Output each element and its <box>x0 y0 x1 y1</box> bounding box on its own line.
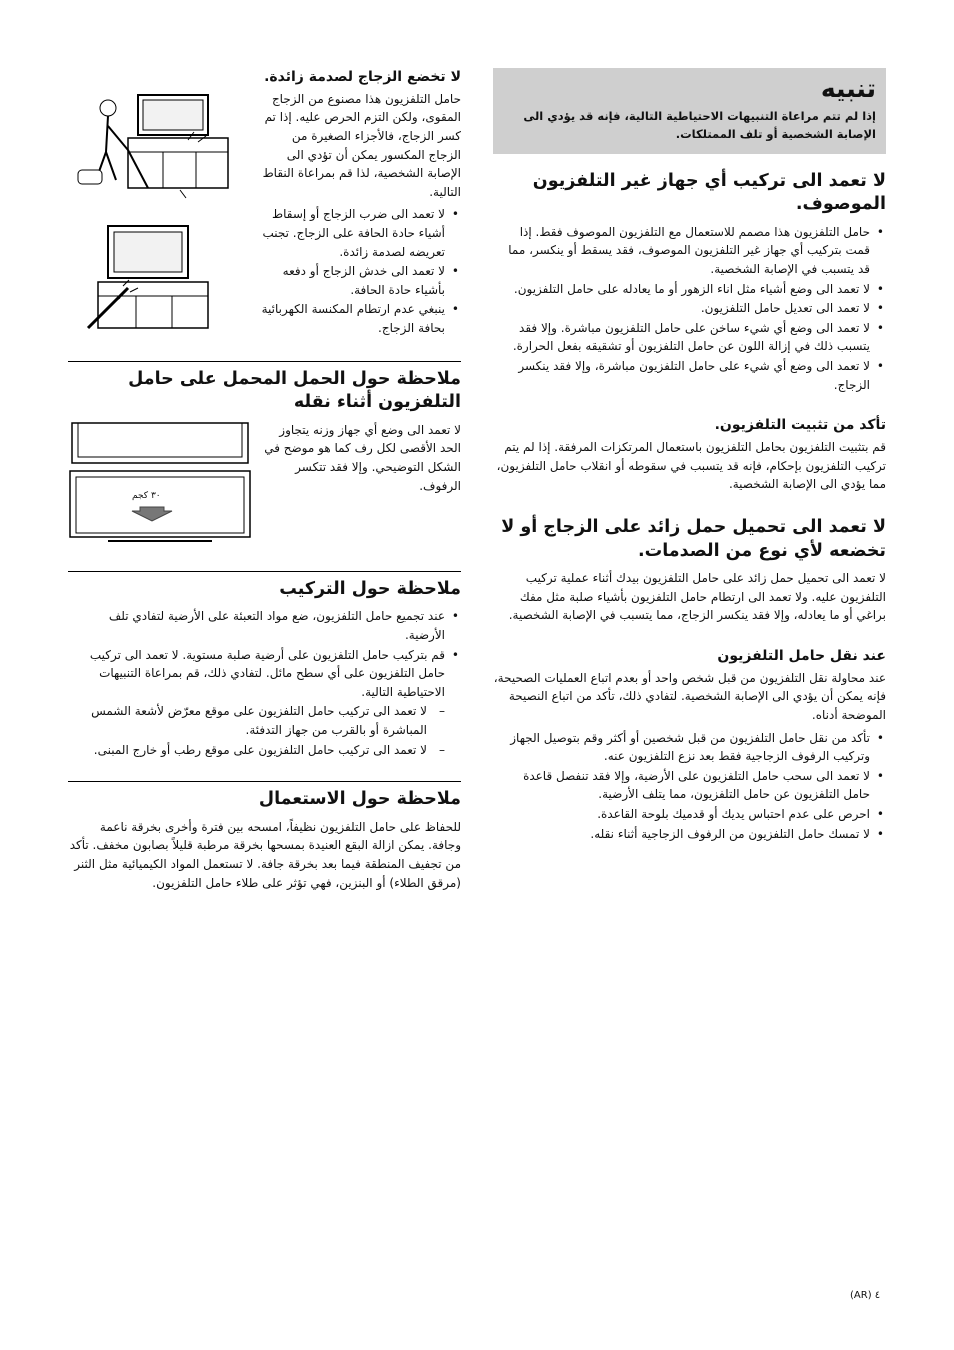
section-only-specified-tv <box>493 170 886 395</box>
section-body: للحفاظ على حامل التلفزيون نظيفاً، امسحه بين فترة وأخرى بخرقة ناعمة وجافة. يمكن ازالة البقع العنيدة بمسحها بخرقة مرطبة قليلاً بصابون مخفف. تأكد من تجفيف المنطقة فيما بعد بخرقة جافة. لا تستعمل المواد الكيميائية مثل الثنر (مرقق الطلاء) أو البنزين، فهي تؤثر على طلاء حامل التلفزيون. <box>69 819 461 890</box>
section-title: لا تعمد الى تركيب أي جهاز غير التلفزيون الموصوف. <box>532 170 886 215</box>
section-secure-tv <box>493 416 886 494</box>
section-moving-stand <box>493 647 886 843</box>
section-installation-note <box>68 571 461 759</box>
vacuum-cleaner-illustration <box>68 90 248 200</box>
left-column <box>68 68 461 914</box>
section-title: تأكد من تثبيت التلفزيون. <box>714 417 886 434</box>
bullet-list <box>68 607 461 759</box>
page-footer <box>850 1290 880 1301</box>
bullet-list <box>256 205 461 337</box>
list-item: • قم بتركيب حامل التلفزيون على أرضية صلبة مستوية. لا تعمد الى تركيب حامل التلفزيون على أي سطح مائل. لتفادي ذلك، قم بمراعاة التنبيهات الاحتياطية التالية. <box>68 646 461 702</box>
weight-label: ٣٠ كجم <box>132 490 161 501</box>
list-item: • حامل التلفزيون هذا مصمم للاستعمال مع التلفزيون الموصوف فقط. إذا قمت بتركيب أي جهاز غير التلفزيون الموصوف، فقد يسقط أو ينكسر، مما قد يتسبب في الإصابة الشخصية. <box>493 223 886 279</box>
glass-stand-illustrations <box>68 90 248 338</box>
bullet-list <box>493 223 886 394</box>
section-body: لا تعمد الى تحميل حمل زائد على حامل التلفزيون بيدك أثناء عملية تركيب التلفزيون عليه. ولا تعمد الى ارتطام حامل التلفزيون بأشياء صلبة مثل مفك براغي أو ما يعادله، وإلا فقد ينكسر الزجاج، مما يتسبب في الإصابة الشخصية. <box>508 571 886 623</box>
list-item: – لا تعمد الى تركيب حامل التلفزيون على موقع رطب أو خارج المبنى. <box>68 741 461 760</box>
section-title: لا تعمد الى تحميل حمل زائد على الزجاج أو لا تخضعه لأي نوع من الصدمات. <box>501 516 886 561</box>
list-item: • تأكد من نقل حامل التلفزيون من قبل شخصين أو أكثر وقم بتوصيل الجهاز وتركيب الرفوف الزجاجية فقط بعد نزع التلفزيون عنه. <box>493 729 886 766</box>
section-title: ملاحظة حول التركيب <box>279 578 461 599</box>
page-number: ٤ <box>874 1290 881 1301</box>
list-item: • لا تعمد الى وضع أي شيء ساخن على حامل التلفزيون مباشرة. وإلا فقد يتسبب ذلك في إزالة اللون عن حامل التلفزيون أو تشقيقه بفعل الحرارة. <box>493 319 886 356</box>
warning-intro: إذا لم تتم مراعاة التنبيهات الاحتياطية التالية، فإنه قد يؤدي الى الإصابة الشخصية أو تلف الممتلكات. <box>523 109 876 141</box>
shelf-load-diagram <box>68 421 252 549</box>
section-title: عند نقل حامل التلفزيون <box>717 647 886 664</box>
section-body: لا تعمد الى وضع أي جهاز وزنه يتجاوز الحد الأقصى لكل رف كما هو موضح في الشكل التوضيحي. وإلا فقد تتكسر الرفوف. <box>264 422 461 493</box>
glass-scratch-illustration <box>68 218 248 338</box>
section-body: قم بتثبيت التلفزيون بحامل التلفزيون باستعمال المرتكزات المرفقة. إذا لم يتم تركيب التلفزيون بإحكام، فإنه قد يتسبب في سقوطه أو انقلاب حامل التلفزيون، مما يؤدي الى الإصابة الشخصية. <box>496 440 886 492</box>
right-column <box>493 68 886 865</box>
section-glass-shock <box>68 68 461 339</box>
list-item: • لا تعمد الى تعديل حامل التلفزيون. <box>493 299 886 318</box>
warning-box <box>493 68 886 154</box>
list-item: • لا تمسك حامل التلفزيون من الرفوف الزجاجية أثناء نقله. <box>493 825 886 844</box>
list-item: • لا تعمد الى سحب حامل التلفزيون على الأرضية، وإلا فقد تنفصل قاعدة حامل التلفزيون عن حامل التلفزيون، مما يتلف الأرضية. <box>493 767 886 804</box>
list-item: • لا تعمد الى ضرب الزجاج أو إسقاط أشياء حادة الحافة على الزجاج. تجنب تعريضه لصدمة زائدة. <box>256 205 461 261</box>
list-item: • لا تعمد الى خدش الزجاج أو دفعه بأشياء حادة الحافة. <box>256 262 461 299</box>
list-item: – لا تعمد الى تركيب حامل التلفزيون على موقع معرّض لأشعة الشمس المباشرة أو بالقرب من جهاز التدفئة. <box>68 702 461 739</box>
list-item: • لا تعمد الى وضع أي شيء على حامل التلفزيون مباشرة، وإلا فقد ينكسر الزجاج. <box>493 357 886 394</box>
warning-title: تنبيه <box>820 74 876 103</box>
section-load-note <box>68 361 461 549</box>
list-item: • احرص على عدم احتباس يديك أو قدميك بلوحة القاعدة. <box>493 805 886 824</box>
list-item: • لا تعمد الى وضع أشياء مثل اناء الزهور أو ما يعادله على حامل التلفزيون. <box>493 280 886 299</box>
section-body: عند محاولة نقل التلفزيون من قبل شخص واحد أو بعدم اتباع العمليات الصحيحة، فإنه يمكن أن يؤدي الى الإصابة الشخصية. لتفادي ذلك، تأكد من اتباع النصيحة الموضحة أدناه. <box>493 670 886 722</box>
section-title: ملاحظة حول الاستعمال <box>258 789 461 810</box>
section-body: حامل التلفزيون هذا مصنوع من الزجاج المقوى، ولكن التزم الحرص عليه. إذا تم كسر الزجاج، فالأجزاء الصغيرة من الزجاج المكسور يمكن أن تؤدي الى الإصابة الشخصية، لذا قم بمراعاة النقاط التالية. <box>262 91 461 199</box>
section-title: لا تخضع الزجاج لصدمة زائدة. <box>264 69 461 85</box>
section-title: ملاحظة حول الحمل المحمل على حامل التلفزيون أثناء نقله <box>128 368 461 413</box>
section-usage-note <box>68 781 461 892</box>
language-code: (AR) <box>850 1290 872 1301</box>
list-item: • عند تجميع حامل التلفزيون، ضع مواد التعبئة على الأرضية لتفادي تلف الأرضية. <box>68 607 461 644</box>
bullet-list <box>493 729 886 844</box>
section-no-overload <box>493 516 886 625</box>
list-item: • ينبغي عدم ارتطام المكنسة الكهربائية بحافة الزجاج. <box>256 300 461 337</box>
